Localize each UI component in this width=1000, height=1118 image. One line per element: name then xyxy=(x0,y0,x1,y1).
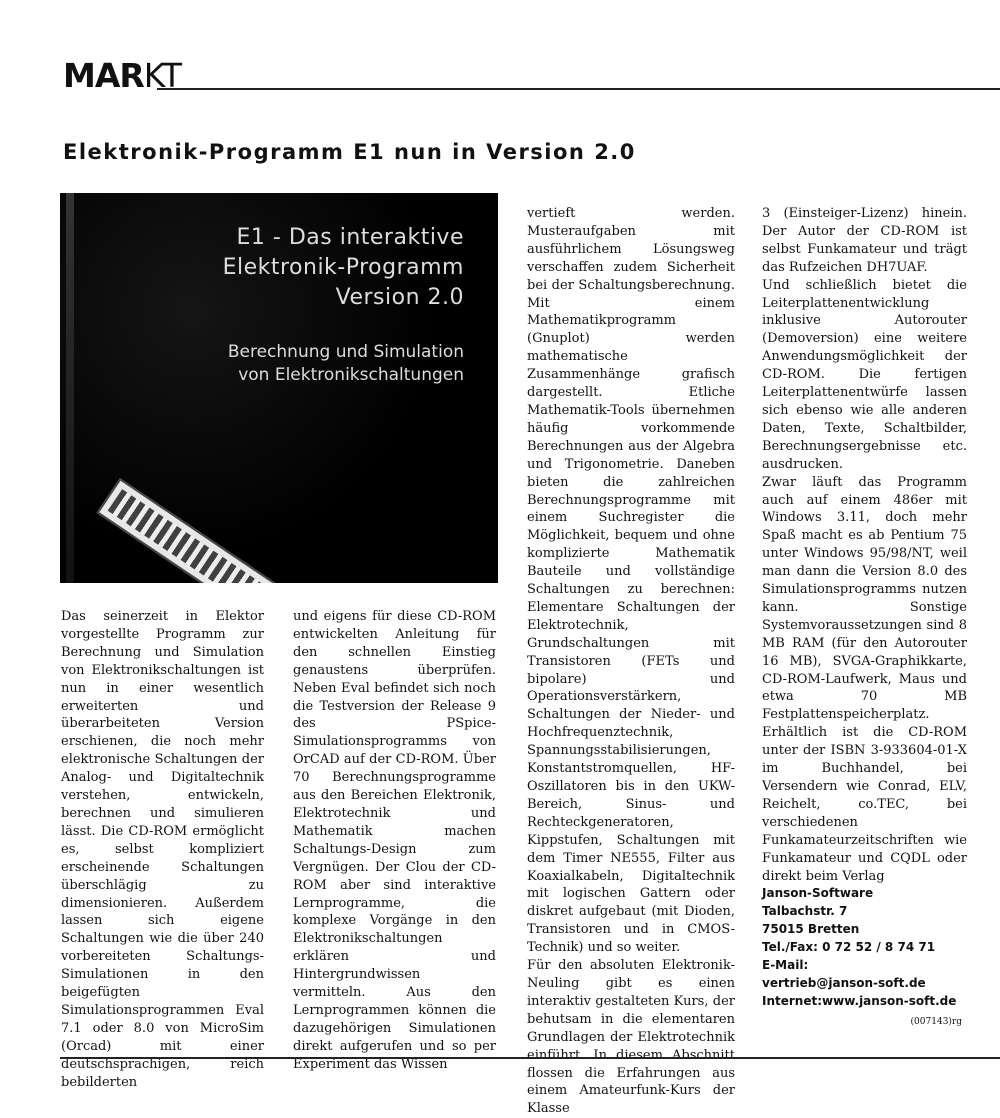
cover-subtitle-line-2: von Elektronikschaltungen xyxy=(238,365,464,385)
publisher-name: Janson-Software xyxy=(762,886,874,901)
article-column-3 xyxy=(527,205,735,1118)
cd-cover-image xyxy=(60,193,498,583)
paragraph: vertieft werden. Musteraufgaben mit ausführlichem Lösungsweg verschaffen zudem Sicherheit bei der Schaltungsberechnung. Mit einem Mathematikprogramm (Gnuplot) werden mathematische Zusammenhänge grafisch dargestellt. Etliche Mathematik-Tools übernehmen häufig vorkommende Berechnungen aus der Algebra und Trigonometrie. Daneben bieten die zahlreichen Berechnungsprogramme mit einem Suchregister die Möglichkeit, bequem und ohne komplizierte Mathematik Bauteile und vollständige Schaltungen zu berechnen: Elementare Schaltungen der Elektrotechnik, Grundschaltungen mit Transistoren (FETs und bipolare) und Operationsverstärkern, Schaltungen der Nieder- und Hochfrequenztechnik, Spannungsstabilisierungen, Konstantstromquellen, HF-Oszillatoren bis in den UKW-Bereich, Sinus- und Rechteckgeneratoren, Kippstufen, Schaltungen mit dem Timer NE555, Filter aus Koaxialkabeln, Digitaltechnik mit logischen Gattern oder diskret aufgebaut (mit Dioden, Transistoren und in CMOS-Technik) und so weiter. xyxy=(527,206,735,956)
cover-subtitle-line-1: Berechnung und Simulation xyxy=(227,342,464,362)
article-column-4 xyxy=(762,205,967,1011)
cover-edge xyxy=(66,193,74,583)
article-headline: Elektronik-Programm E1 nun in Version 2.0 xyxy=(63,140,636,164)
article-column-2 xyxy=(293,608,496,1074)
publisher-phone: Tel./Fax: 0 72 52 / 8 74 71 xyxy=(762,940,936,955)
paragraph: Und schließlich bietet die Leiterplattenentwicklung inklusive Autorouter (Demoversion) eine weitere Anwendungsmöglichkeit der CD-ROM. Die fertigen Leiterplattenentwürfe lassen sich ebenso wie alle anderen Daten, Texte, Schaltbilder, Berechnungsergebnisse etc. ausdrucken. xyxy=(762,277,967,472)
section-label-thin: KT xyxy=(143,56,182,95)
cover-title-line-2: Elektronik-Programm xyxy=(222,255,464,280)
cover-title-line-3: Version 2.0 xyxy=(335,285,464,310)
footer-rule xyxy=(60,1057,1000,1059)
paragraph: 3 (Einsteiger-Lizenz) hinein. Der Autor der CD-ROM ist selbst Funkamateur und trägt das Rufzeichen DH7UAF. xyxy=(762,206,967,275)
publisher-city: 75015 Bretten xyxy=(762,922,860,937)
paragraph: Für den absoluten Elektronik-Neuling gibt es einen interaktiv gestalteten Kurs, der behutsam in die elementaren Grundlagen der Elektrotechnik einführt. In diesem Abschnitt flossen die Erfahrungen aus einem Amateurfunk-Kurs der Klasse xyxy=(527,958,735,1117)
publisher-address xyxy=(762,885,967,1010)
paragraph: Zwar läuft das Programm auch auf einem 486er mit Windows 3.11, doch mehr Spaß macht es ab Pentium 75 unter Windows 95/98/NT, weil man dann die Version 8.0 des Simulationsprogramms nutzen kann. Sonstige Systemvoraussetzungen sind 8 MB RAM (für den Autorouter 16 MB), SVGA-Graphikkarte, CD-ROM-Laufwerk, Maus und etwa 70 MB Festplattenspeicherplatz. xyxy=(762,474,967,723)
paragraph: und eigens für diese CD-ROM entwickelten Anleitung für den schnellen Einstieg genaustens überprüfen. Neben Eval befindet sich noch die Testversion der Release 9 des PSpice-Simulationsprogramms von OrCAD auf der CD-ROM. Über 70 Berechnungsprogramme aus den Bereichen Elektronik, Elektrotechnik und Mathematik machen Schaltungs-Design zum Vergnügen. Der Clou der CD-ROM aber sind interaktive Lernprogramme, die komplexe Vorgänge in den Elektronikschaltungen erklären und Hintergrundwissen vermitteln. Aus den Lernprogrammen können die dazugehörigen Simulationen direkt aufgerufen und so per Experiment das Wissen xyxy=(293,609,496,1072)
cover-title-line-1: E1 - Das interaktive xyxy=(236,225,464,250)
header-rule xyxy=(157,88,1000,90)
section-label-bold: MAR xyxy=(63,56,144,95)
paragraph: Das seinerzeit in Elektor vorgestellte Programm zur Berechnung und Simulation von Elektronikschaltungen ist nun in einer wesentlich erweiterten und überarbeiteten Version erschienen, die noch mehr elektronische Schaltungen der Analog- und Digitaltechnik verstehen, entwickeln, berechnen und simulieren lässt. Die CD-ROM ermöglicht es, selbst kompliziert erscheinende Schaltungen überschlägig zu dimensionieren. Außerdem lassen sich eigene Schaltungen wie die über 240 vorbereiteten Schaltungs-Simulationen in den beigefügten Simulationsprogrammen Eval 7.1 oder 8.0 von MicroSim (Orcad) mit einer deutschsprachigen, reich bebilderten xyxy=(61,609,264,1090)
publisher-website: Internet:www.janson-soft.de xyxy=(762,993,957,1008)
publisher-email: vertrieb@janson-soft.de xyxy=(762,975,926,990)
publisher-street: Talbachstr. 7 xyxy=(762,904,848,919)
publisher-email-label: E-Mail: xyxy=(762,958,809,973)
article-reference: (007143)rg xyxy=(910,1017,962,1027)
paragraph: Erhältlich ist die CD-ROM unter der ISBN 3-933604-01-X im Buchhandel, bei Versendern wie Conrad, ELV, Reichelt, co.TEC, bei verschiedenen Funkamateurzeitschriften wie Funkamateur und CQDL oder direkt beim Verlag xyxy=(762,725,967,884)
article-column-1 xyxy=(61,608,264,1091)
